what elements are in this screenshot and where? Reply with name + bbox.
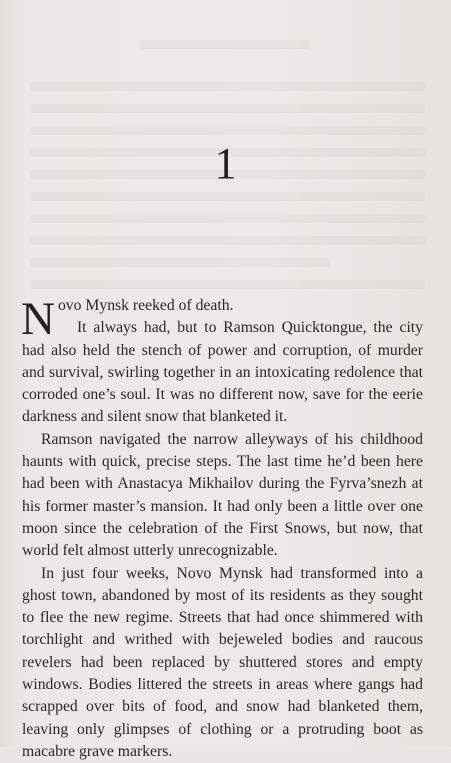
chapter-body [22, 295, 423, 763]
paragraph-4: In just four weeks, Novo Mynsk had transformed into a ghost town, abandoned by most of its residents as they sought to flee the new regime. Streets that had once shimmered with torchlight and writhed with bejeweled bodies and raucous revelers had been replaced by shuttered stores and empty windows. Bodies littered the streets in areas where gangs had scrapped over bits of food, and snow had blanketed them, leaving only glimpses of clothing or a protruding boot as macabre grave markers. [22, 564, 423, 760]
paragraph-2: It always had, but to Ramson Quicktongue, the city had also held the stench of power and corruption, of murder and survival, swirling together in an intoxicating redolence that corroded one’s soul. It was no different now, save for the eerie darkness and silent snow that blanketed it. [22, 319, 423, 426]
paragraph-1-text: ovo Mynsk reeked of death. [57, 297, 234, 314]
paragraph-1 [21, 293, 423, 345]
chapter-number: 1 [214, 139, 237, 188]
drop-cap: N [21, 293, 55, 345]
paragraph-3: Ramson navigated the narrow alleyways of his childhood haunts with quick, precise steps. The last time he’d been here had been with Anastacya Mikhailov during the Fyrva’snezh at his former master’s mansion. It had only been a little over one moon since the celebration of the First Snows, but now, that world felt almost utterly unrecognizable. [22, 430, 423, 560]
